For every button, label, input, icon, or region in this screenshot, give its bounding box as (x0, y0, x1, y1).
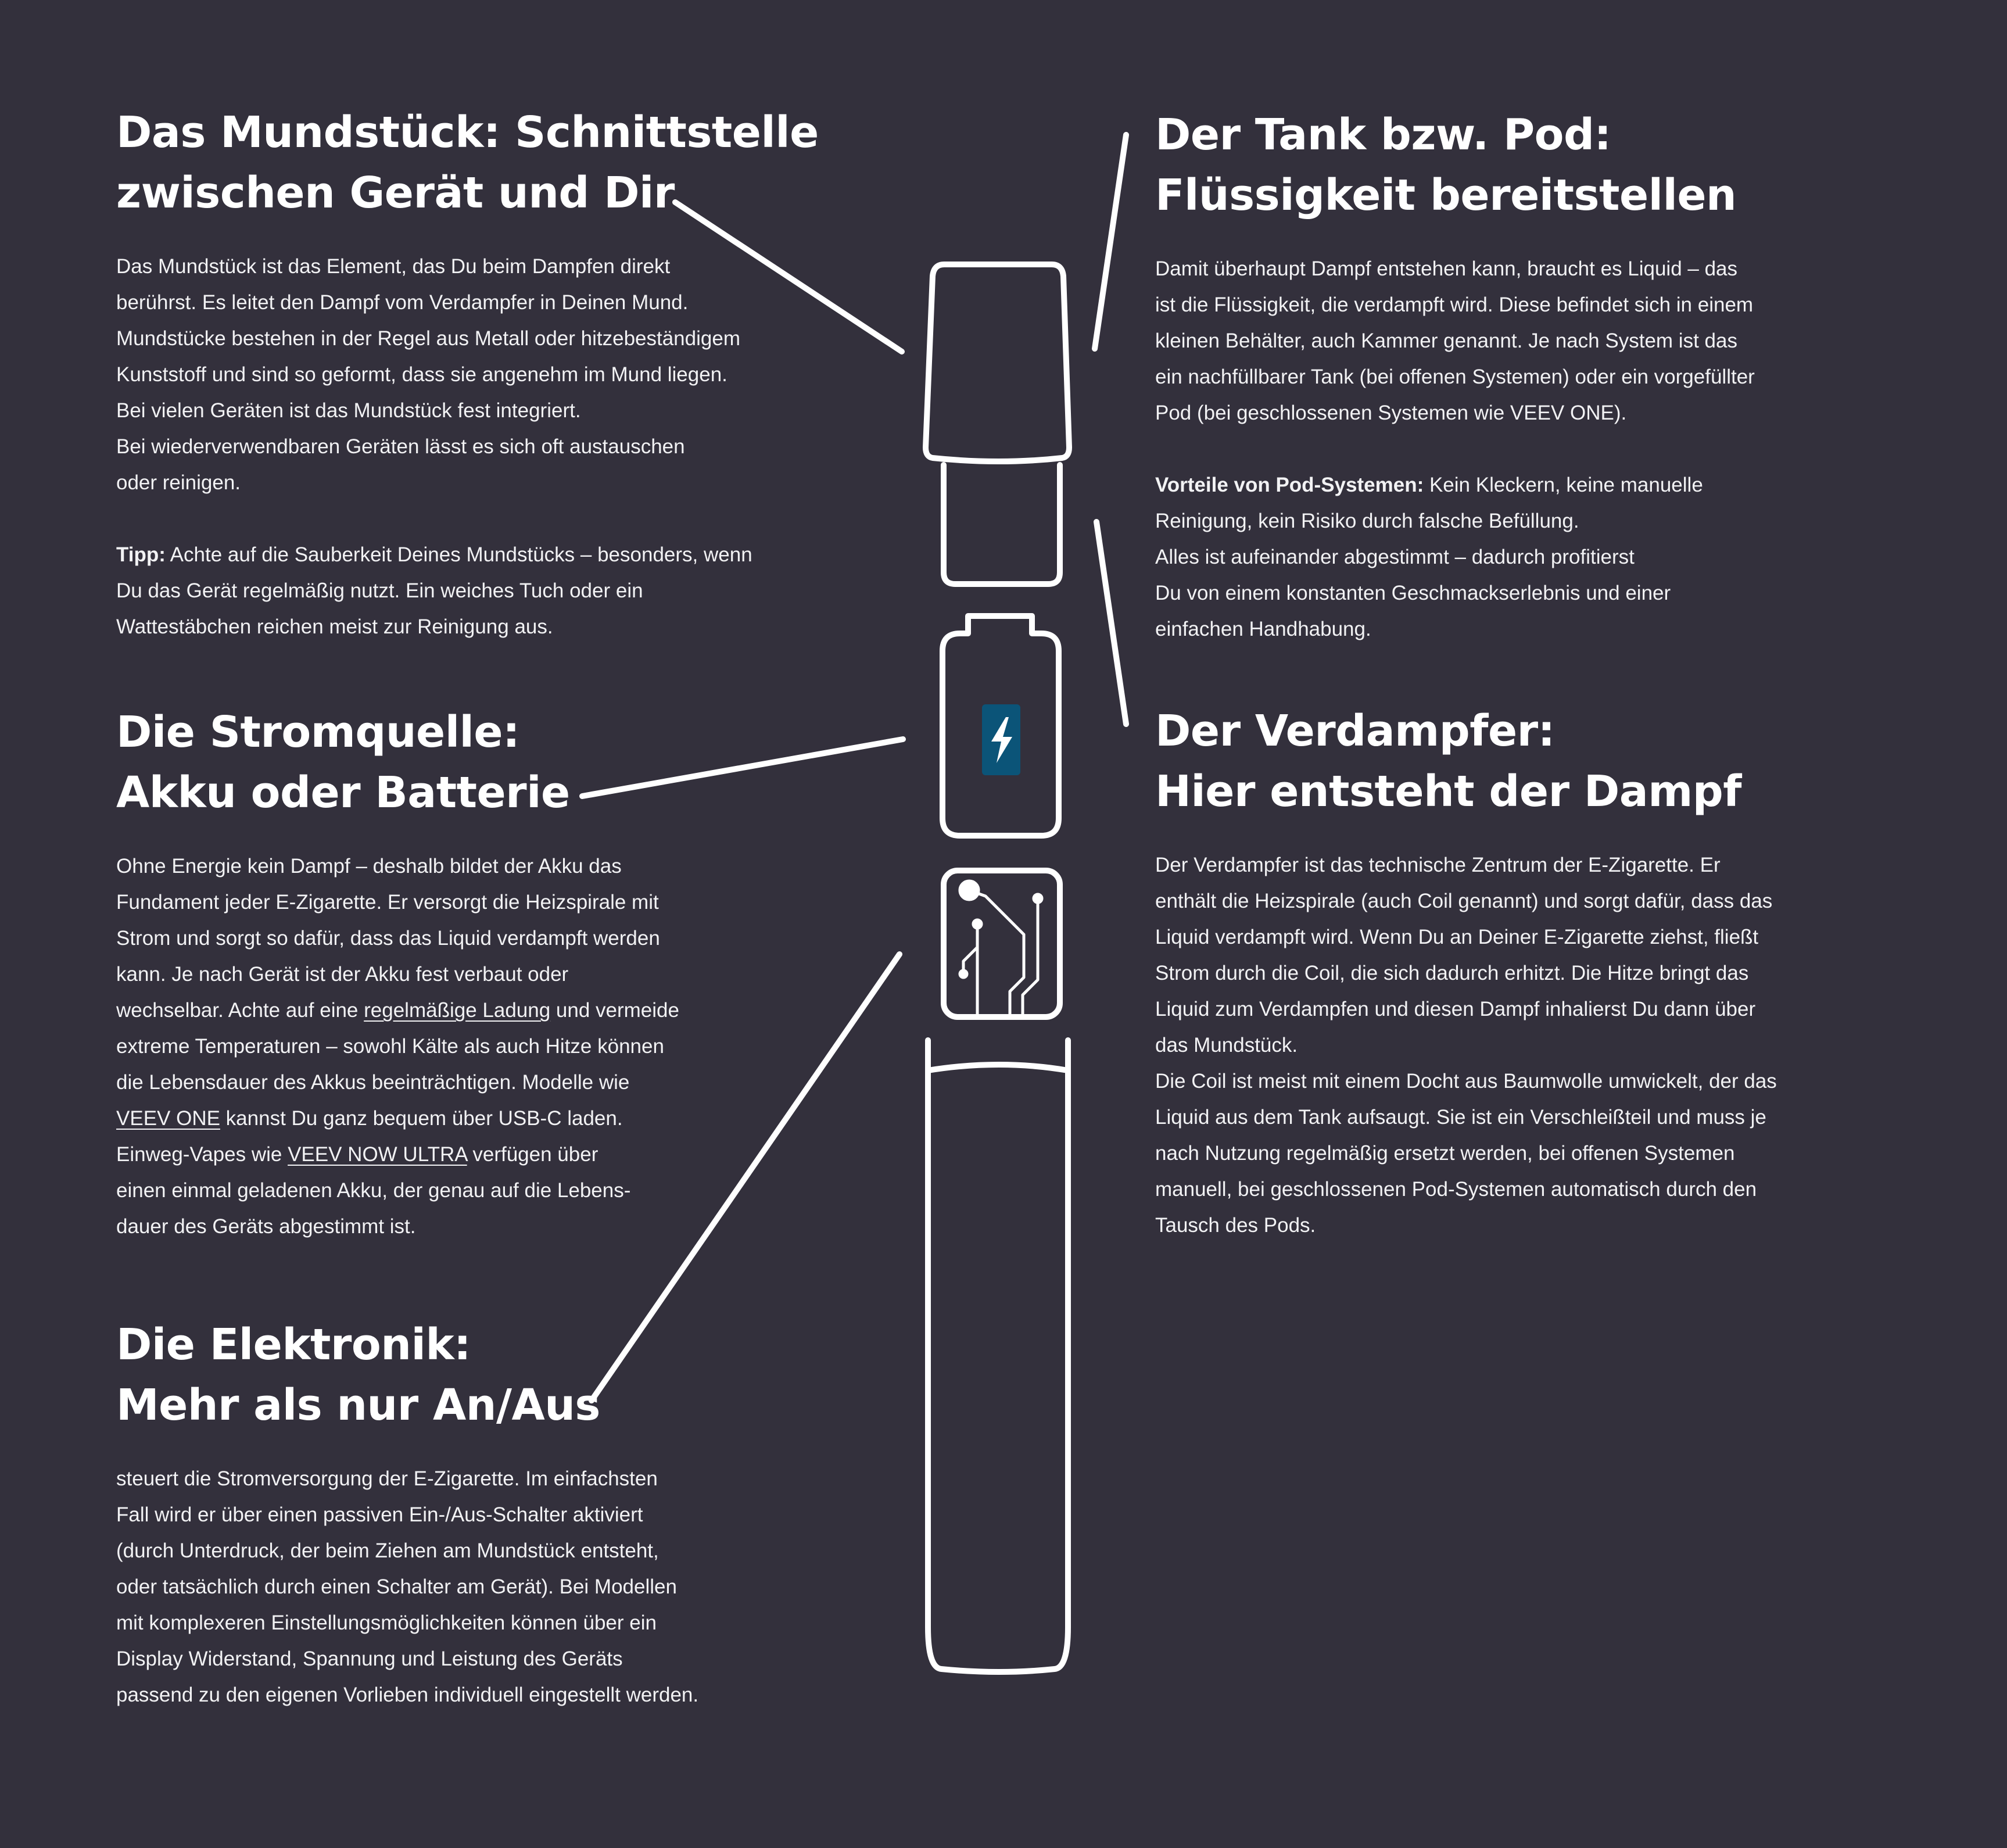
leader-line-verdampfer (1096, 522, 1126, 724)
link-veev-now-ultra[interactable]: VEEV NOW ULTRA (288, 1143, 467, 1166)
heading-verdampfer: Der Verdampfer: Hier entsteht der Dampf (1155, 706, 1741, 816)
paragraph-elektronik: steuert die Stromversorgung der E-Zigarette. Im einfachsten Fall wird er über einen passiven Ein-/Aus-Schalter aktiviert (durch Unterdruck, der beim Ziehen am Mundstück entsteht, oder tatsächlich durch einen Schalter am Gerät). Bei Modellen mit komplexeren Einstellungsmöglichkeiten können über ein Display Widerstand, Spannung und Leistung des Geräts passend zu den eigenen Vorlieben individuell eingestellt werden. (116, 1467, 699, 1706)
tip-line: Tipp: Achte auf die Sauberkeit Deines Mundstücks – besonders, wenn (116, 543, 752, 566)
leader-line-tank (1095, 135, 1126, 349)
mouthpiece-part (926, 264, 1069, 461)
heading-elektronik: Die Elektronik: Mehr als nur An/Aus (116, 1320, 600, 1430)
section-tank (1155, 105, 1881, 647)
paragraph-verdampfer: Der Verdampfer ist das technische Zentrum der E-Zigarette. Er enthält die Heizspirale (auch Coil genannt) und sorgt dafür, dass das Liquid verdampft wird. Wenn Du an Deiner E-Zigarette ziehst, fließt Strom durch die Coil, die sich dadurch erhitzt. Die Hitze bringt das Liquid zum Verdampfen und diesen Dampf inhalierst Du dann über das Mundstück. Die Coil ist meist mit einem Docht aus Baumwolle umwickelt, der das Liquid aus dem Tank aufsaugt. Sie ist ein Verschleißteil und muss je nach Nutzung regelmäßig ersetzt werden, bei offenen Systemen manuell, bei geschlossenen Pod-Systemen automatisch durch den Tausch des Pods. (1155, 854, 1777, 1237)
paragraph-tank: Damit überhaupt Dampf entstehen kann, braucht es Liquid – das ist die Flüssigkeit, die verdampft wird. Diese befindet sich in einem kleinen Behälter, auch Kammer genannt. Je nach System ist das ein nachfüllbarer Tank (bei offenen Systemen) oder ein vorgefüllter Pod (bei geschlossenen Systemen wie VEEV ONE). Vorteile von Pod-Systemen: Kein Kleckern, keine manuelle Reinigung, kein Risiko durch falsche Befüllung. Alles ist aufeinander abgestimmt – dadurch profitierst Du von einem konstanten Geschmackserlebnis und einer einfachen Handhabung. (1155, 251, 1881, 647)
section-mundstueck (116, 102, 843, 645)
body-part (928, 1040, 1068, 1672)
section-verdampfer (1155, 701, 1911, 1244)
circuit-board-icon (960, 881, 1042, 1016)
section-stromquelle (116, 702, 843, 1245)
section-elektronik (116, 1315, 843, 1713)
vorteile-label: Vorteile von Pod-Systemen: (1155, 474, 1424, 496)
link-veev-one[interactable]: VEEV ONE (116, 1107, 220, 1130)
link-regelmaessige-ladung[interactable]: regelmäßige Ladung (364, 999, 551, 1022)
vorteile-line: Vorteile von Pod-Systemen: Kein Kleckern, keine manuelle (1155, 474, 1703, 496)
heading-tank: Der Tank bzw. Pod: Flüssigkeit bereitstellen (1155, 110, 1737, 220)
heading-mundstueck: Das Mundstück: Schnittstelle zwischen Gerät und Dir (116, 108, 819, 218)
paragraph-stromquelle: Ohne Energie kein Dampf – deshalb bildet der Akku das Fundament jeder E-Zigarette. Er versorgt die Heizspirale mit Strom und sorgt so dafür, dass das Liquid verdampft werden kann. Je nach Gerät ist der Akku fest verbaut oder wechselbar. Achte auf eine regelmäßige Ladung und vermeide extreme Temperaturen – sowohl Kälte als auch Hitze können die Lebensdauer des Akkus beeinträchtigen. Modelle wie VEEV ONE kannst Du ganz bequem über USB-C laden. Einweg-Vapes wie VEEV NOW ULTRA verfügen über einen einmal geladenen Akku, der genau auf die Lebens- dauer des Geräts abgestimmt ist. (116, 855, 679, 1238)
body-rim (928, 1065, 1068, 1070)
tip-label: Tipp: (116, 543, 166, 566)
paragraph-mundstueck: Das Mundstück ist das Element, das Du beim Dampfen direkt berührst. Es leitet den Dampf vom Verdampfer in Deinen Mund. Mundstücke bestehen in der Regel aus Metall oder hitzebeständigem Kunststoff und sind so geformt, dass sie angenehm im Mund liegen. Bei vielen Geräten ist das Mundstück fest integriert. Bei wiederverwendbaren Geräten lässt es sich oft austauschen oder reinigen. Tipp: Achte auf die Sauberkeit Deines Mundstücks – besonders, wenn Du das Gerät regelmäßig nutzt. Ein weiches Tuch oder ein Wattestäbchen reichen meist zur Reinigung aus. (116, 249, 843, 645)
heading-stromquelle: Die Stromquelle: Akku oder Batterie (116, 707, 570, 818)
tank-part (944, 465, 1060, 584)
lightning-bolt-icon (982, 704, 1020, 775)
